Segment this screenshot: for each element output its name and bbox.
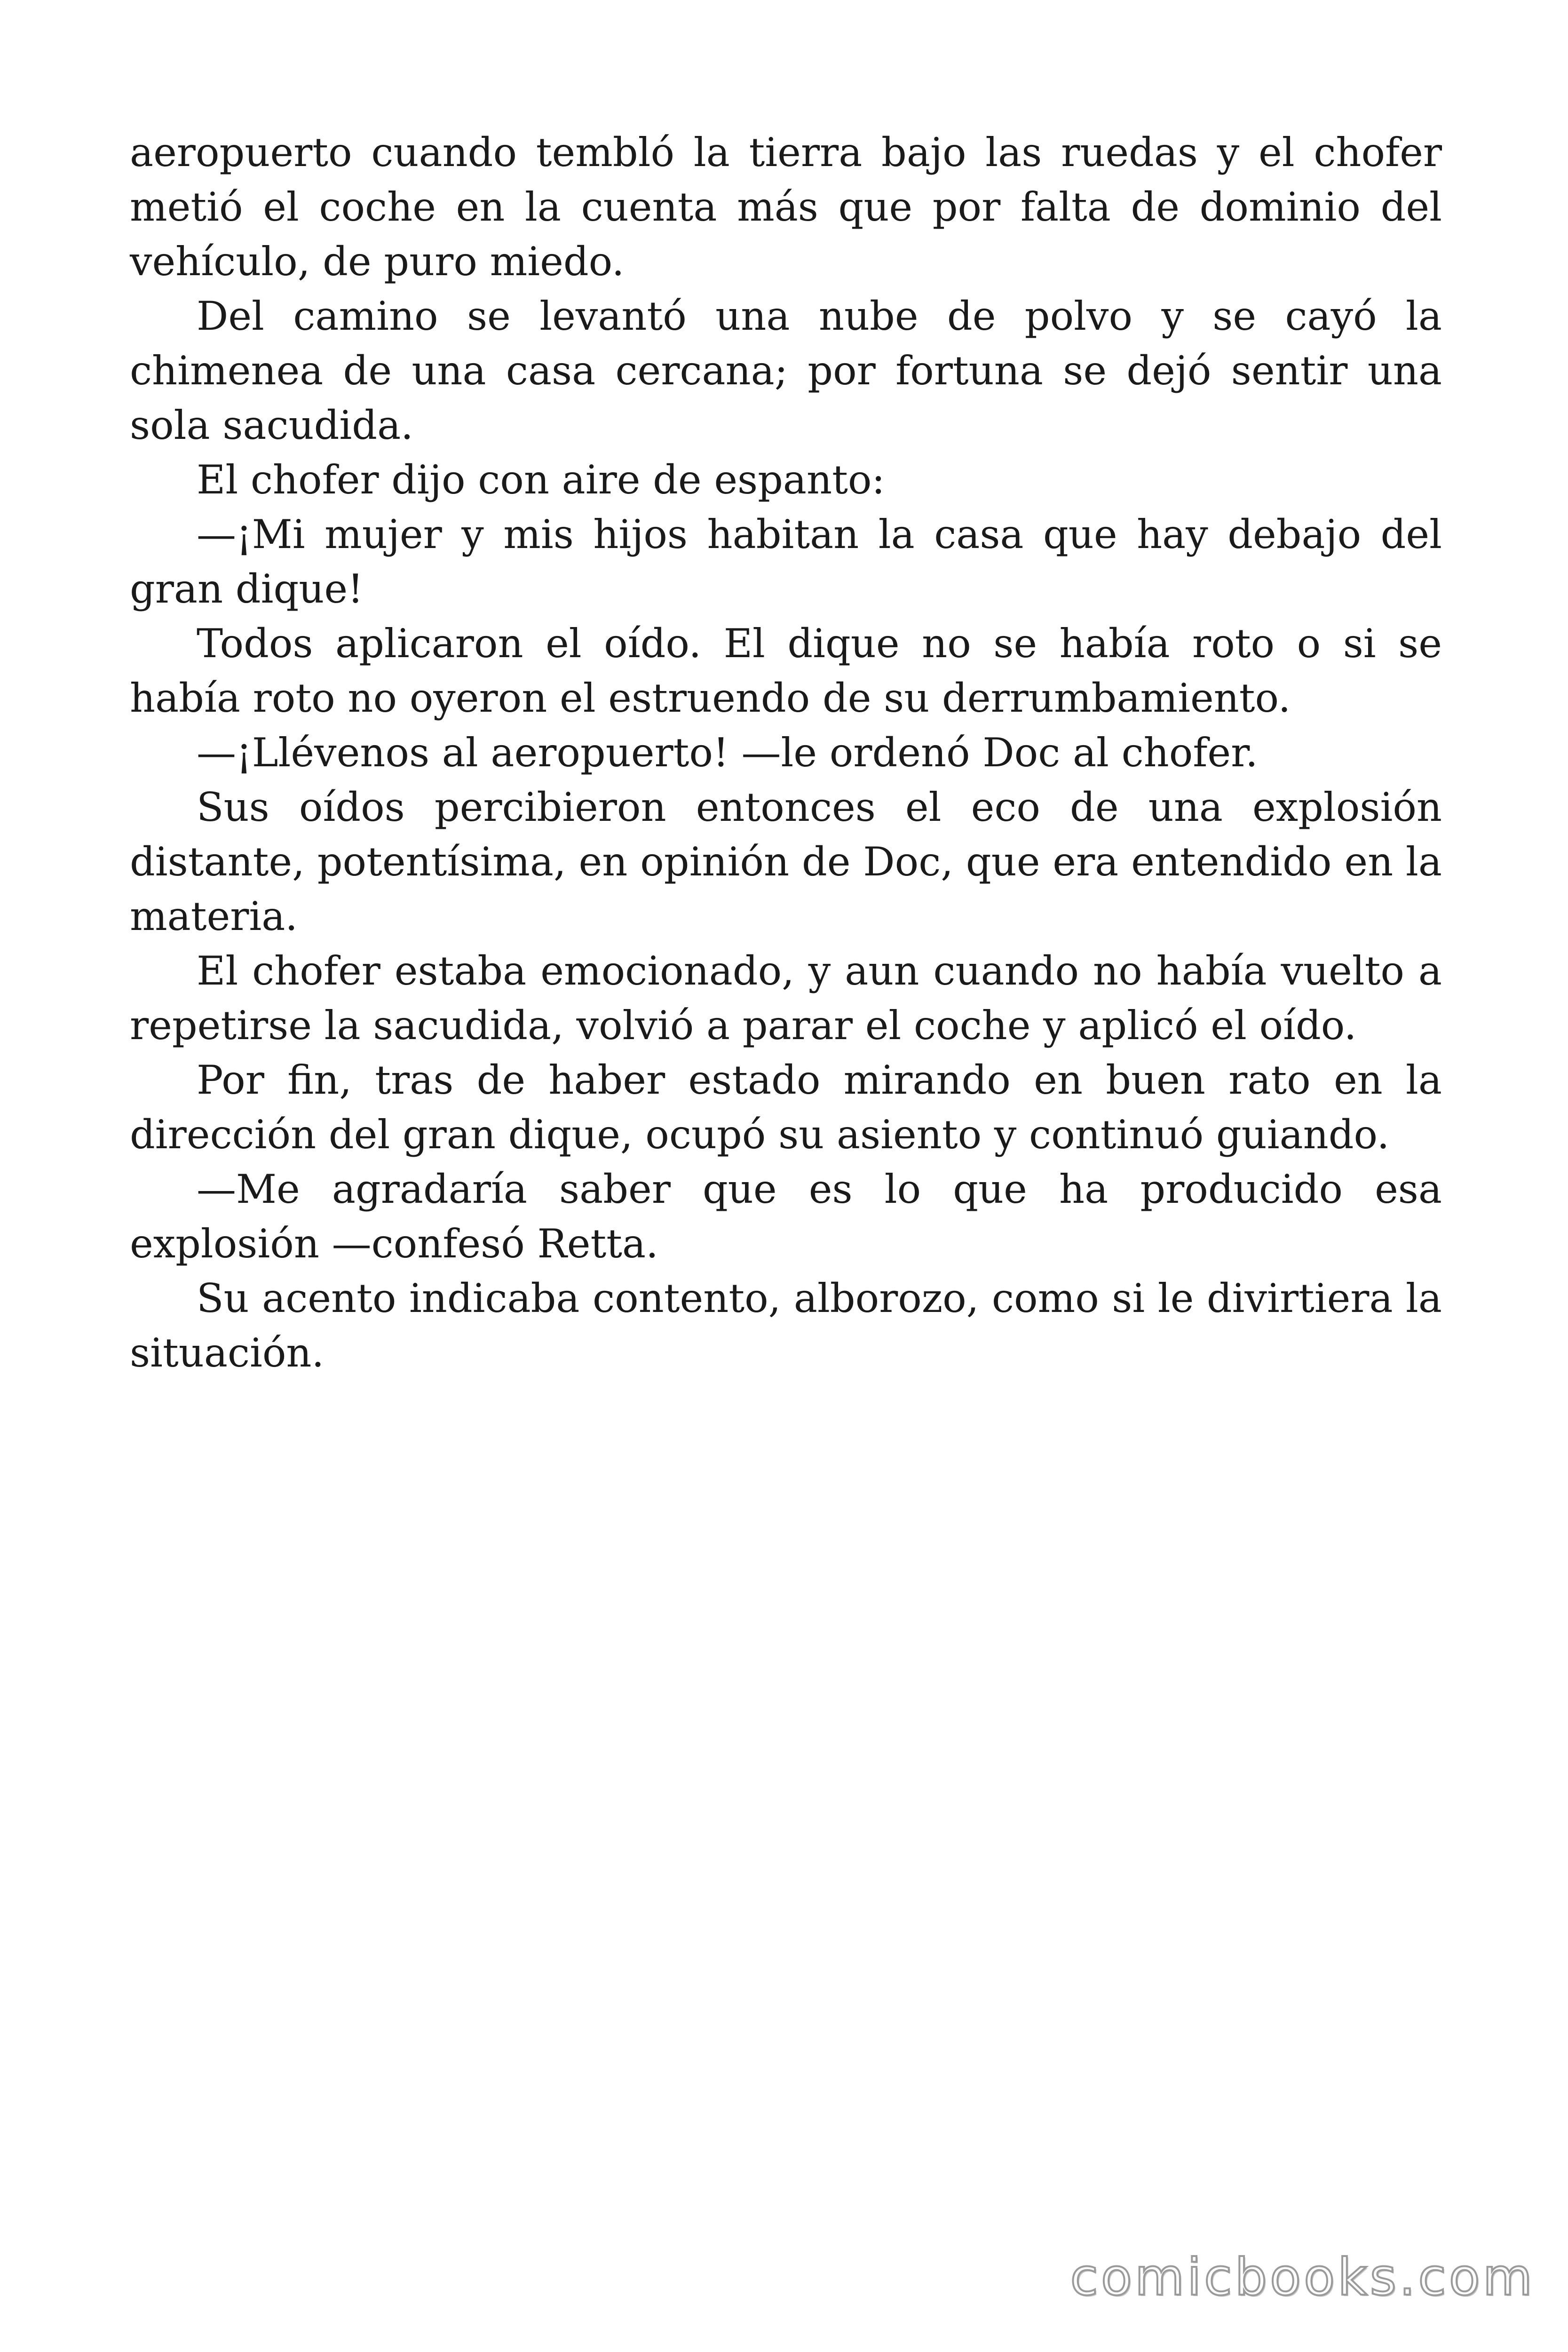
paragraph-2: Del camino se levantó una nube de polvo y se cayó la chimenea de una casa cercana; por fortuna se dejó sentir una sola sacudida.	[130, 293, 1442, 448]
paragraph-6: —¡Llévenos al aeropuerto! —le ordenó Doc al chofer.	[197, 730, 1258, 776]
paragraph-4: —¡Mi mujer y mis hijos habitan la casa que hay debajo del gran dique!	[130, 511, 1442, 612]
paragraph-1: aeropuerto cuando tembló la tierra bajo las ruedas y el chofer metió el coche en la cuenta más que por falta de dominio del vehículo, de puro miedo.	[130, 129, 1442, 285]
watermark: comicbooks.com	[1070, 2248, 1535, 2307]
page-body	[130, 125, 1442, 1380]
paragraph-7: Sus oídos percibieron entonces el eco de una explosión distante, potentísima, en opinión de Doc, que era entendido en la materia.	[130, 784, 1442, 939]
paragraph-3: El chofer dijo con aire de espanto:	[197, 457, 885, 503]
paragraph-11: Su acento indicaba contento, alborozo, como si le divirtiera la situación.	[130, 1275, 1442, 1376]
paragraph-10: —Me agradaría saber que es lo que ha producido esa explosión —confesó Retta.	[130, 1166, 1442, 1267]
paragraph-9: Por fin, tras de haber estado mirando en buen rato en la dirección del gran dique, ocupó su asiento y continuó guiando.	[130, 1057, 1442, 1158]
paragraph-8: El chofer estaba emocionado, y aun cuando no había vuelto a repetirse la sacudida, volvió a parar el coche y aplicó el oído.	[130, 948, 1442, 1049]
paragraph-5: Todos aplicaron el oído. El dique no se había roto o si se había roto no oyeron el estruendo de su derrumbamiento.	[130, 620, 1442, 721]
